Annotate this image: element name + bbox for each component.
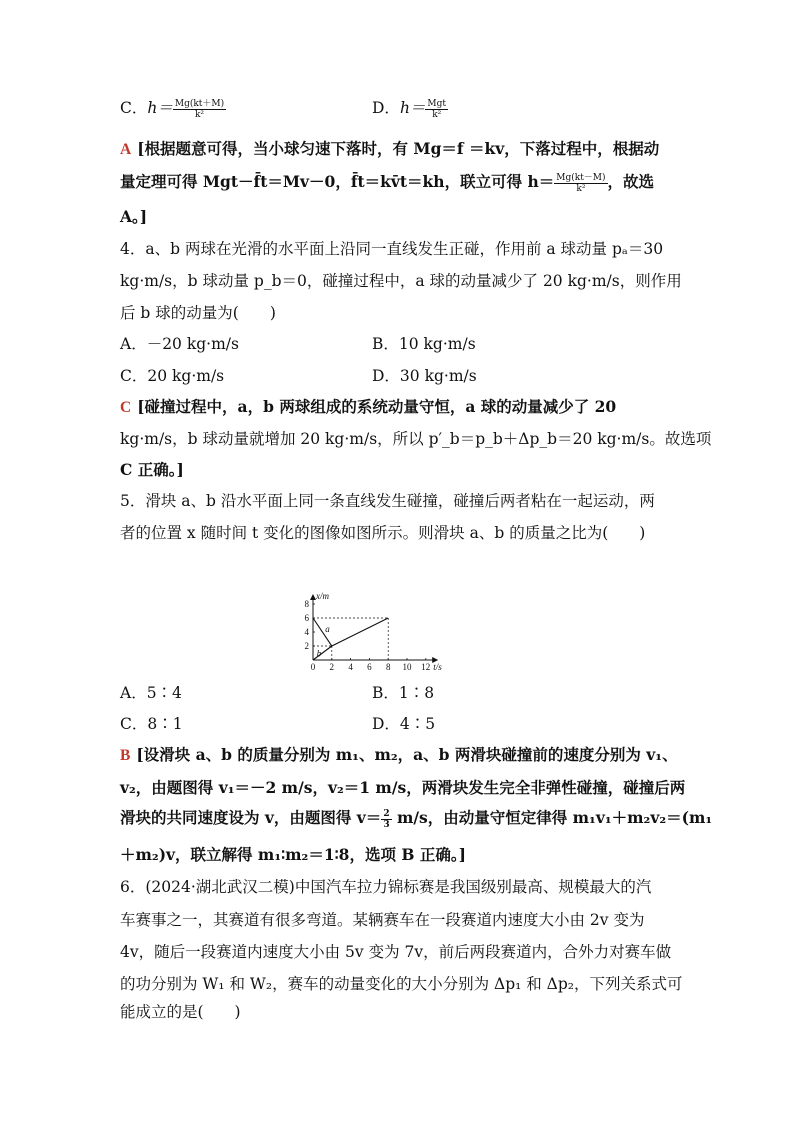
y-tick-label: 8 [304, 599, 309, 609]
q5-stem-line-2: 者的位置 x 随时间 t 变化的图像如图所示。则滑块 a、b 的质量之比为( ) [120, 524, 646, 542]
q5-answer: B [120, 747, 131, 764]
q3-explanation-line-1: A [根据题意可得，当小球匀速下落时，有 Mg＝f ＝kv，下落过程中，根据动 [120, 139, 660, 158]
q4-explanation-line-3: C 正确。] [120, 460, 184, 479]
q3-explanation-line-2: 量定理可得 Mgt－f̄t＝Mv－0，f̄t＝kv̄t＝kh，联立可得 h＝ $\frac{Mg(kt-M)}{\text{k²}}$ ，故选 [120, 172, 655, 194]
q5-option-d: D．4∶5 [372, 715, 436, 733]
q5-option-b: B．1∶8 [372, 684, 435, 702]
x-tick-label: 12 [421, 662, 431, 670]
q4-option-a: A．－20 kg·m/s [120, 335, 239, 353]
q4-option-c: C．20 kg·m/s [120, 367, 225, 385]
x-tick-label: 6 [367, 662, 372, 670]
q6-stem-line-3: 4v，随后一段赛道内速度大小由 5v 变为 7v，前后两段赛道内，合外力对赛车做 [120, 943, 672, 961]
q4-option-b: B．10 kg·m/s [372, 335, 476, 353]
y-tick-label: 4 [304, 627, 309, 637]
y-axis-label: x/m [316, 591, 329, 601]
q4-explanation-line-2: kg·m/s，b 球动量就增加 20 kg·m/s，所以 p′_b＝p_b＋Δp_b＝20 kg·m/s。故选项 [120, 430, 712, 448]
series-a-label: a [325, 624, 330, 634]
q5-explanation-line-1: B [设滑块 a、b 的质量分别为 m₁、m₂，a、b 两滑块碰撞前的速度分别为 v₁、 [120, 745, 678, 764]
q4-explanation-line-1: C [碰撞过程中，a，b 两球组成的系统动量守恒，a 球的动量减少了 20 [120, 397, 617, 416]
q5-option-a: A．5∶4 [120, 684, 182, 702]
q3-answer: A [120, 141, 132, 158]
x-tick-label: 2 [329, 662, 335, 670]
q4-stem-line-1: 4．a、b 两球在光滑的水平面上沿同一直线发生正碰，作用前 a 球动量 pₐ＝30 [120, 240, 664, 258]
q4-option-d: D．30 kg·m/s [372, 367, 477, 385]
q4-stem-line-3: 后 b 球的动量为( ) [120, 304, 276, 322]
q4-stem-line-2: kg·m/s，b 球动量 p_b＝0，碰撞过程中，a 球的动量减少了 20 kg·m/s，则作用 [120, 272, 682, 290]
x-tick-label: 10 [402, 662, 412, 670]
x-tick-label: 8 [385, 662, 391, 670]
q6-stem-line-1: 6．(2024·湖北武汉二模)中国汽车拉力锦标赛是我国级别最高、规模最大的汽 [120, 878, 652, 896]
position-time-chart [298, 548, 498, 670]
q5-explanation-fraction: $\frac{2}{3}$ [383, 808, 390, 830]
q5-stem-line-1: 5．滑块 a、b 沿水平面上同一条直线发生碰撞，碰撞后两者粘在一起运动，两 [120, 492, 655, 510]
x-tick-label: 0 [310, 662, 316, 670]
q3-option-c-fraction: $\frac{Mg(kt+M)}{\text{k²}}$ [174, 98, 225, 120]
q3-explanation-line-3: A。] [120, 207, 148, 226]
y-tick-label: 2 [304, 641, 309, 651]
x-axis-label: t/s [433, 662, 442, 670]
q3-explanation-fraction: $\frac{Mg(kt-M)}{\text{k²}}$ [556, 172, 606, 194]
q4-answer: C [120, 399, 132, 416]
q5-explanation-line-2: v₂，由题图得 v₁＝－2 m/s，v₂＝1 m/s，两滑块发生完全非弹性碰撞，碰撞后两 [120, 778, 686, 797]
q6-stem-line-2: 车赛事之一，其赛道有很多弯道。某辆赛车在一段赛道内速度大小由 2v 变为 [120, 911, 645, 929]
x-tick-label: 4 [348, 662, 353, 670]
series-b-label: b [316, 648, 322, 659]
q6-stem-line-4: 的功分别为 W₁ 和 W₂，赛车的动量变化的大小分别为 Δp₁ 和 Δp₂，下列关系式可 [120, 975, 683, 993]
y-tick-label: 6 [304, 613, 309, 623]
q5-option-c: C．8∶1 [120, 715, 183, 733]
q5-explanation-line-3: 滑块的共同速度设为 v，由题图得 v＝ $\frac{2}{3}$ m/s，由动量守恒定律得 m₁v₁＋m₂v₂＝(m₁ [120, 808, 713, 830]
q3-option-d: D．h＝ $\frac{\text{Mgt}}{\text{k²}}$ [372, 98, 447, 120]
q3-option-c: C．h＝ $\frac{Mg(kt+M)}{\text{k²}}$ [120, 98, 225, 120]
q3-option-d-fraction: $\frac{\text{Mgt}}{\text{k²}}$ [427, 98, 447, 120]
q6-stem-line-5: 能成立的是( ) [120, 1003, 241, 1021]
q5-explanation-line-4: ＋m₂)v，联立解得 m₁∶m₂＝1∶8，选项 B 正确。] [120, 845, 466, 864]
